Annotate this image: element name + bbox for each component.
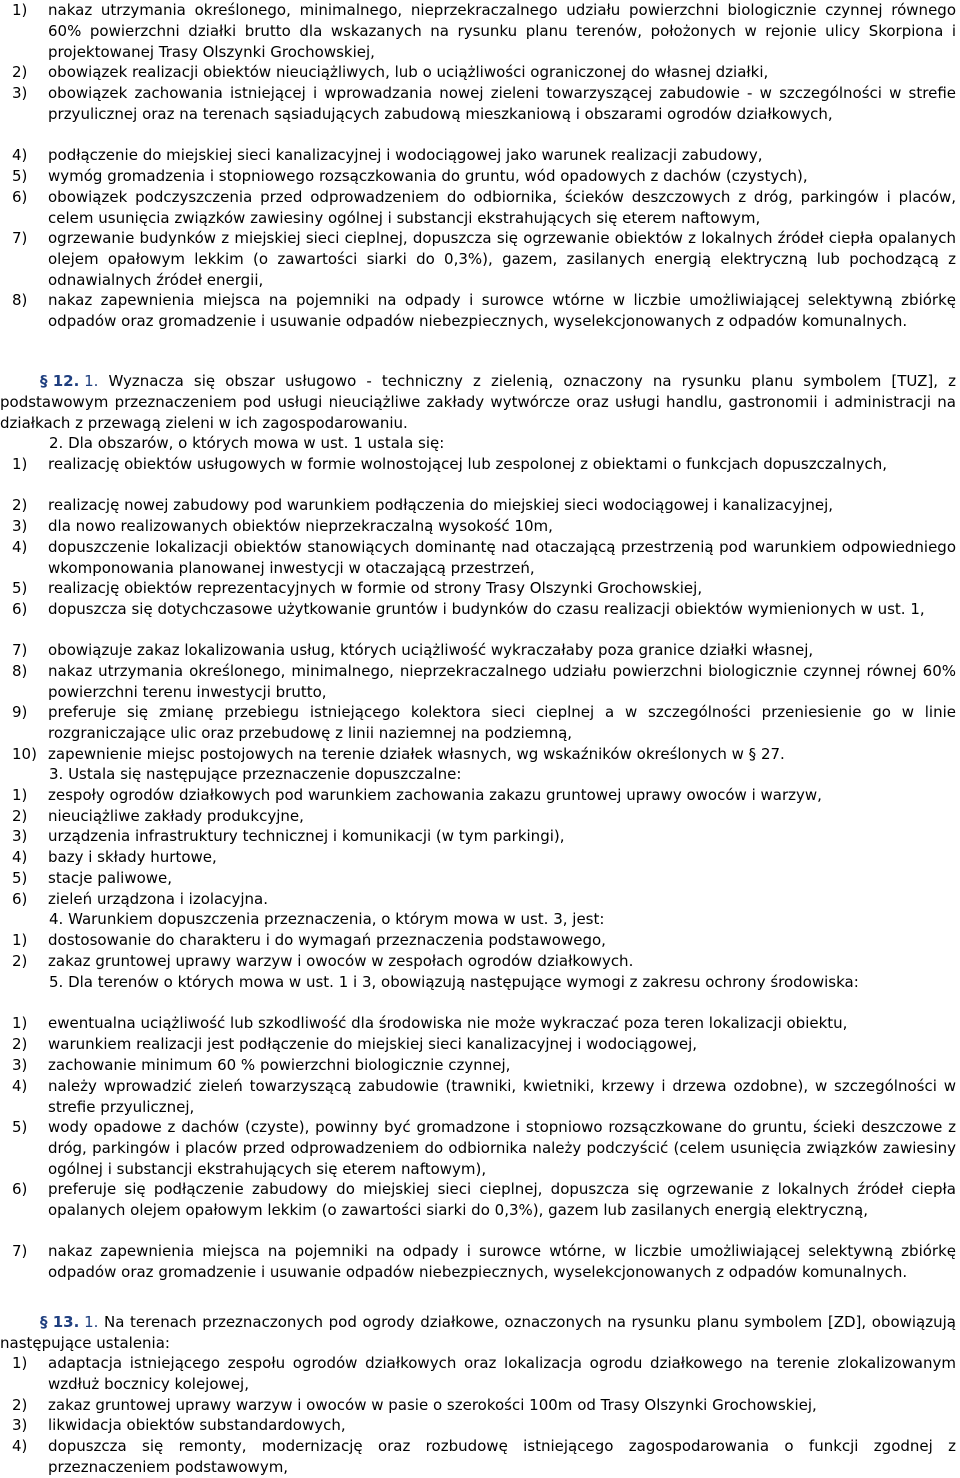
item-text: stacje paliwowe, [48,869,173,887]
list-item [12,1179,956,1221]
item-text: realizację nowej zabudowy pod warunkiem podłączenia do miejskiej sieci wodociągowej i kanalizacyjnej, [48,496,834,514]
item-text: preferuje się zmianę przebiegu istniejącego kolektora sieci cieplnej a w szczególności przeniesienie go w linie rozgraniczające ulic oraz przebudowę z linii naziemnej na podziemną, [48,703,956,742]
item-number: 2) [12,952,28,970]
item-text: dostosowanie do charakteru i do wymagań przeznaczenia podstawowego, [48,931,606,949]
item-text: zakaz gruntowej uprawy warzyw i owoców w pasie o szerokości 100m od Trasy Olszynki Grochowskiej, [48,1396,817,1414]
list-item [12,83,956,125]
list-item [12,1117,956,1179]
list-item [12,495,956,516]
item-text: dla nowo realizowanych obiektów nieprzekraczalną wysokość 10m, [48,517,553,535]
list-item [12,661,956,703]
item-text: obowiązuje zakaz lokalizowania usług, których uciążliwość wykraczałaby poza granice działki własnej, [48,641,814,659]
subsection-heading [0,972,956,993]
item-number: 3) [12,1056,28,1074]
item-text: warunkiem realizacji jest podłączenie do miejskiej sieci kanalizacyjnej i wodociągowej, [48,1035,698,1053]
item-text: likwidacja obiektów substandardowych, [48,1416,346,1434]
list-item [12,145,956,166]
item-number: 2) [12,1035,28,1053]
item-number: 4) [12,146,28,164]
section-symbol: § 13. [40,1313,80,1331]
item-number: 5) [12,869,28,887]
list-item [12,1353,956,1395]
item-number: 2) [12,496,28,514]
item-number: 3) [12,1416,28,1434]
list-item [12,578,956,599]
item-text: zieleń urządzona i izolacyjna. [48,890,268,908]
section-symbol: § 12. [40,372,80,390]
item-number: 3) [12,517,28,535]
list-item [12,889,956,910]
item-text: należy wprowadzić zieleń towarzyszącą zabudowie (trawniki, kwietniki, krzewy i drzewa ozdobne), w szczególności w strefie przyulicznej, [48,1077,956,1116]
list-item [12,516,956,537]
list-item [12,702,956,744]
item-number: 1) [12,455,28,473]
list-item [12,826,956,847]
item-number: 8) [12,291,28,309]
list-item [12,1055,956,1076]
item-number: 2) [12,807,28,825]
item-text: nakaz utrzymania określonego, minimalnego, nieprzekraczalnego udziału powierzchni biologicznie czynnej równego 60% powierzchni działki brutto dla wskazanych na rysunku planu terenów, położonych w rejonie ulicy Skorpiona i projektowanej Trasy Olszynki Grochowskiej, [48,1,956,61]
item-number: 6) [12,1180,28,1198]
list-item [12,868,956,889]
list-item [12,1076,956,1118]
item-number: 7) [12,641,28,659]
item-text: obowiązek realizacji obiektów nieuciążliwych, lub o uciążliwości ograniczonej do własnej działki, [48,63,769,81]
item-number: 4) [12,538,28,556]
item-number: 6) [12,890,28,908]
item-text: realizację obiektów usługowych w formie wolnostojącej lub zespolonej z obiektami o funkcjach dopuszczalnych, [48,455,888,473]
item-number: 7) [12,229,28,247]
item-text: adaptacja istniejącego zespołu ogrodów działkowych oraz lokalizacja ogrodu działkowego na terenie zlokalizowanym wzdłuż bocznicy kolejowej, [48,1354,956,1393]
list-item [12,454,956,475]
item-text: preferuje się podłączenie zabudowy do miejskiej sieci cieplnej, dopuszcza się ogrzewanie z lokalnych źródeł ciepła opalanych olejem opałowym lekkim (o zawartości siarki do 0,3%), gazem lub zasilanych energią elektryczną, [48,1180,956,1219]
item-number: 3) [12,827,28,845]
item-number: 9) [12,703,28,721]
item-text: nieuciążliwe zakłady produkcyjne, [48,807,304,825]
list-item [12,1034,956,1055]
list-item [12,640,956,661]
list-item [12,166,956,187]
item-text: zespoły ogrodów działkowych pod warunkiem zachowania zakazu gruntowej uprawy owoców i warzyw, [48,786,822,804]
item-number: 4) [12,1437,28,1455]
item-text: podłączenie do miejskiej sieci kanalizacyjnej i wodociągowej jako warunek realizacji zabudowy, [48,146,763,164]
list-item [12,187,956,229]
item-number: 7) [12,1242,28,1260]
list-item [12,1436,956,1478]
item-number: 6) [12,188,28,206]
item-number: 4) [12,1077,28,1095]
item-number: 5) [12,1118,28,1136]
item-number: 2) [12,63,28,81]
item-text: realizację obiektów reprezentacyjnych w formie od strony Trasy Olszynki Grochowskiej, [48,579,703,597]
item-number: 1) [12,931,28,949]
item-text: zachowanie minimum 60 % powierzchni biologicznie czynnej, [48,1056,511,1074]
section-12 [0,371,956,433]
item-number: 8) [12,662,28,680]
list-item [12,1415,956,1436]
subsection-heading: 4. Warunkiem dopuszczenia przeznaczenia, o którym mowa w ust. 3, jest: [49,910,605,928]
item-text: obowiązek zachowania istniejącej i wprowadzania nowej zieleni towarzyszącej zabudowie - w szczególności w strefie przyulicznej oraz na terenach sąsiadujących zabudową mieszkaniową i obszarami ogrodów działkowych, [48,84,956,123]
list-item [12,599,956,620]
item-number: 3) [12,84,28,102]
item-text: nakaz zapewnienia miejsca na pojemniki na odpady i surowce wtórne, w liczbie umożliwiającej selektywną zbiórkę odpadów oraz gromadzenie i usuwanie odpadów niebezpiecznych, wyselekcjonowanych z odpadów komunalnych. [48,1242,956,1281]
list-item [12,806,956,827]
item-number: 1) [12,1354,28,1372]
item-number: 5) [12,167,28,185]
item-number: 1) [12,1,28,19]
list-item [12,951,956,972]
list-item [12,930,956,951]
item-text: ewentualna uciążliwość lub szkodliwość dla środowiska nie może wykraczać poza teren lokalizacji obiektu, [48,1014,848,1032]
item-number: 10) [12,745,37,763]
subsection-heading: 2. Dla obszarów, o których mowa w ust. 1 ustala się: [49,434,445,452]
paragraph-number: 1. [84,372,99,390]
item-text: wody opadowe z dachów (czyste), powinny być gromadzone i stopniowo rozsączkowane do gruntu, ścieki deszczowe z dróg, parkingów i placów przed odprowadzeniem do odbiornika należy podczyścić (celem usunięcia związków zawiesiny ogólnej i substancji ekstrahujących się eterem naftowym), [48,1118,956,1178]
item-text: nakaz zapewnienia miejsca na pojemniki na odpady i surowce wtórne w liczbie umożliwiającej selektywną zbiórkę odpadów oraz gromadzenie i usuwanie odpadów niebezpiecznych, wyselekcjonowanych z odpadów komunalnych. [48,291,956,330]
list-item [12,1395,956,1416]
section-13 [0,1312,956,1354]
item-number: 1) [12,786,28,804]
item-text: wymóg gromadzenia i stopniowego rozsączkowania do gruntu, wód opadowych z dachów (czystych), [48,167,808,185]
list-item [12,537,956,579]
item-number: 1) [12,1014,28,1032]
list-item [12,0,956,62]
item-text: zakaz gruntowej uprawy warzyw i owoców w zespołach ogrodów działkowych. [48,952,634,970]
item-text: dopuszcza się remonty, modernizację oraz rozbudowę istniejącego zagospodarowania o funkcji zgodnej z przeznaczeniem podstawowym, [48,1437,956,1476]
item-text: obowiązek podczyszczenia przed odprowadzeniem do odbiornika, ścieków deszczowych z dróg, parkingów i placów, celem usunięcia związków zawiesiny ogólnej i substancji ekstrahujących się eterem naftowym, [48,188,956,227]
item-text: dopuszczenie lokalizacji obiektów stanowiących dominantę nad otaczającą przestrzenią pod warunkiem odpowiedniego wkomponowania planowanej inwestycji w otaczającą przestrzeń, [48,538,956,577]
item-text: urządzenia infrastruktury technicznej i komunikacji (w tym parkingi), [48,827,565,845]
item-number: 4) [12,848,28,866]
paragraph-number: 1. [84,1313,99,1331]
subsection-heading: 3. Ustala się następujące przeznaczenie dopuszczalne: [49,765,462,783]
item-number: 5) [12,579,28,597]
list-item [12,1241,956,1283]
list-item [12,290,956,332]
list-item [12,228,956,290]
item-text: zapewnienie miejsc postojowych na terenie działek własnych, wg wskaźników określonych w § 27. [48,745,785,763]
section-text: Na terenach przeznaczonych pod ogrody działkowe, oznaczonych na rysunku planu symbolem [ZD], obowiązują następujące ustalenia: [0,1313,956,1352]
list-item [12,847,956,868]
item-number: 6) [12,600,28,618]
list-item [12,744,956,765]
section-text: Wyznacza się obszar usługowo - techniczny z zielenią, oznaczony na rysunku planu symbolem [TUZ], z podstawowym przeznaczeniem pod usługi nieuciążliwe zakłady wytwórcze oraz usługi handlu, gastronomii i administracji na działkach z przewagą zieleni w ich zagospodarowaniu. [0,372,956,432]
item-text: ogrzewanie budynków z miejskiej sieci cieplnej, dopuszcza się ogrzewanie obiektów z lokalnych źródeł ciepła opalanych olejem opałowym lekkim (o zawartości siarki do 0,3%), gazem, zasilanych energią elektryczną lub pochodzącą z odnawialnych źródeł energii, [48,229,956,289]
item-text: nakaz utrzymania określonego, minimalnego, nieprzekraczalnego udziału powierzchni biologicznie czynnej równej 60% powierzchni terenu inwestycji brutto, [48,662,956,701]
item-text: dopuszcza się dotychczasowe użytkowanie gruntów i budynków do czasu realizacji obiektów wymienionych w ust. 1, [48,600,925,618]
list-item [12,1013,956,1034]
subsection-text: 5. Dla terenów o których mowa w ust. 1 i 3, obowiązują następujące wymogi z zakresu ochrony środowiska: [49,973,859,991]
list-item [12,785,956,806]
item-text: bazy i składy hurtowe, [48,848,217,866]
list-item [12,62,956,83]
item-number: 2) [12,1396,28,1414]
